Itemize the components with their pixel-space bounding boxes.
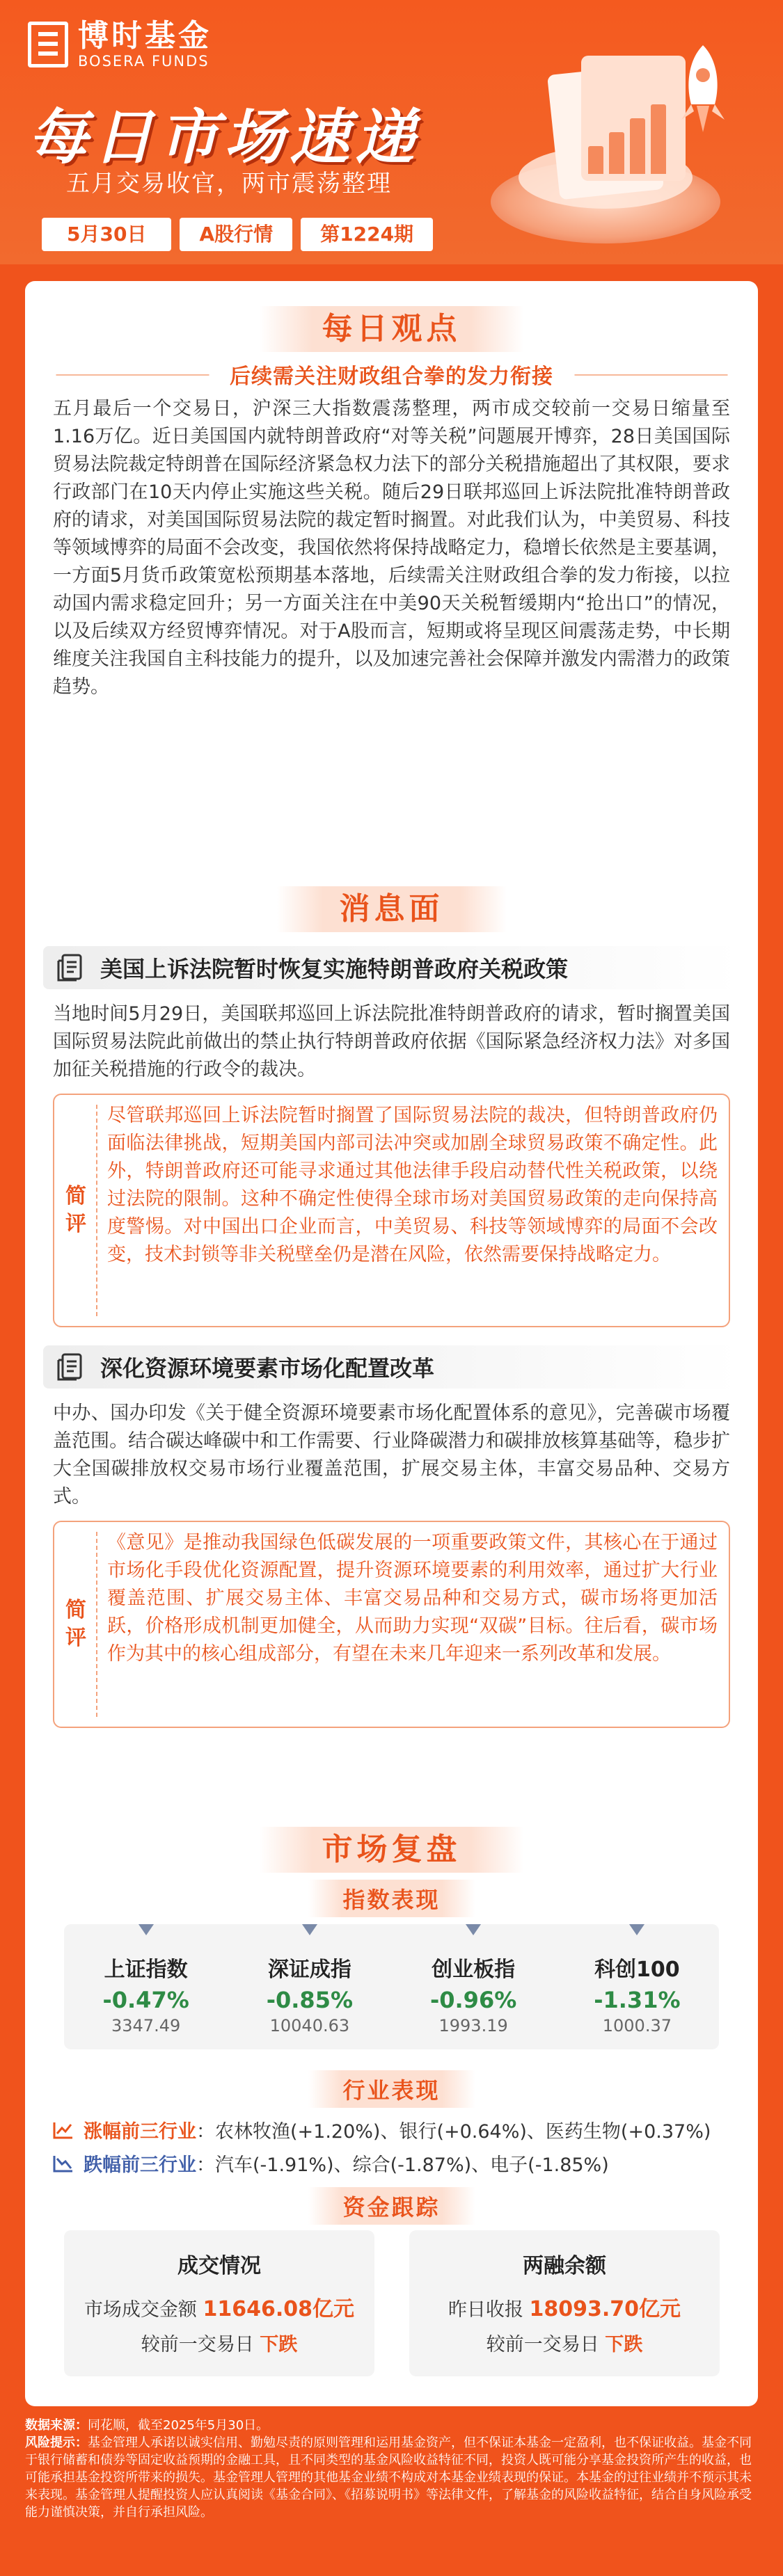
top-down-sectors: 跌幅前三行业 ：汽车(-1.91%)、综合(-1.87%)、电子(-1.85%) <box>53 2150 609 2177</box>
trend-down-icon <box>53 2154 74 2173</box>
index-panel <box>64 1924 719 2049</box>
news-section-title: 消息面 <box>277 886 507 932</box>
header-banner <box>0 0 783 264</box>
news-item-2-comment <box>53 1521 730 1728</box>
page-title: 每日市场速递 <box>28 103 420 173</box>
down-triangle-icon <box>629 1924 644 1935</box>
margin-balance-card: 两融余额 昨日收报 18093.70亿元 较前一交易日 下跌 <box>409 2230 720 2376</box>
brand-logo <box>28 19 212 70</box>
rocket-chart-illustration-icon <box>463 42 755 250</box>
turnover-card: 成交情况 市场成交金额 11646.08亿元 较前一交易日 下跌 <box>64 2230 374 2376</box>
down-triangle-icon <box>302 1924 317 1935</box>
top-up-sectors: 涨幅前三行业 ：农林牧渔(+1.20%)、银行(+0.64%)、医药生物(+0.37%) <box>53 2116 711 2143</box>
footer-disclaimer <box>25 2417 758 2521</box>
risk-warning: 风险提示：基金管理人承诺以诚实信用、勤勉尽责的原则管理和运用基金资产，但不保证本基金一定盈利，也不保证收益。基金不同于银行储蓄和债券等固定收益预期的金融工具，且不同类型的基金风险收益特征不同，投资人既可能分享基金投资所产生的收益，也可能承担基金投资所带来的损失。基金管理人管理的其他基金业绩不构成对本基金业绩表现的保证。本基金的过往业绩并不预示其未来表现。基金管理人提醒投资人应认真阅读《基金合同》、《招募说明书》等法律文件，了解基金的风险收益特征，结合自身风险承受能力谨慎决策，并自行承担风险。 <box>25 2435 752 2520</box>
issue-badge: 第1224期 <box>301 218 433 251</box>
daily-view-title: 每日观点 <box>260 306 524 352</box>
index-item: 上证指数 -0.47% 3347.49 <box>64 1924 228 2049</box>
down-triangle-icon <box>139 1924 154 1935</box>
news-item-1-comment-text: 尽管联邦巡回上诉法院暂时搁置了国际贸易法院的裁决，但特朗普政府仍面临法律挑战，短期美国内部司法冲突或加剧全球贸易政策不确定性。此外，特朗普政府还可能寻求通过其他法律手段启动替代性关税政策，以绕过法院的限制。这种不确定性使得全球市场对美国贸易政策的走向保持高度警惕。对中国出口企业而言，中美贸易、科技等领域博弈的局面不会改变，技术封锁等非关税壁垒仍是潜在风险，依然需要保持战略定力。 <box>107 1105 718 1265</box>
comment-tag: 简 评 <box>54 1522 97 1727</box>
index-item: 创业板指 -0.96% 1993.19 <box>392 1924 555 2049</box>
news-item-1-headline: 美国上诉法院暂时恢复实施特朗普政府关税政策 <box>100 956 569 982</box>
content-panel <box>25 281 758 2406</box>
index-performance-title: 指数表现 <box>308 1880 475 1917</box>
date-badge: 5月30日 <box>42 218 171 251</box>
page-subtitle: 五月交易收官，两市震荡整理 <box>66 170 392 198</box>
issue-info-bar <box>42 218 433 251</box>
comment-tag: 简 评 <box>54 1095 97 1326</box>
index-item: 深证成指 -0.85% 10040.63 <box>228 1924 391 2049</box>
brand-name-cn: 博时基金 <box>78 18 212 54</box>
news-item-2-body: 中办、国办印发《关于健全资源环境要素市场化配置体系的意见》，完善碳市场覆盖范围。结合碳达峰碳中和工作需要、行业降碳潜力和碳排放核算基础等，稳步扩大全国碳排放权交易市场行业覆盖范围，扩展交易主体，丰富交易品种、交易方式。 <box>53 1402 730 1507</box>
news-item-1-comment <box>53 1094 730 1327</box>
down-triangle-icon <box>466 1924 481 1935</box>
brand-name-en: BOSERA FUNDS <box>78 53 209 70</box>
news-item-1-header <box>43 946 740 989</box>
news-item-1-body: 当地时间5月29日，美国联邦巡回上诉法院批准特朗普政府的请求，暂时搁置美国国际贸易法院此前做出的禁止执行特朗普政府依据《国际紧急经济权力法》对多国加征关税措施的行政令的裁决。 <box>53 1003 730 1080</box>
index-item: 科创100 -1.31% 1000.37 <box>555 1924 719 2049</box>
trend-up-icon <box>53 2121 74 2139</box>
category-badge: A股行情 <box>180 218 292 251</box>
daily-view-subtitle: 后续需关注财政组合拳的发力衔接 <box>209 359 574 390</box>
document-icon <box>56 1352 86 1382</box>
logo-icon <box>28 22 68 67</box>
news-item-2-comment-text: 《意见》是推动我国绿色低碳发展的一项重要政策文件，其核心在于通过市场化手段优化资源配置，提升资源环境要素的利用效率，通过扩大行业覆盖范围、扩展交易主体、丰富交易品种和交易方式，碳市场将更加活跃，价格形成机制更加健全，从而助力实现“双碳”目标。往后看，碳市场作为其中的核心组成部分，有望在未来几年迎来一系列改革和发展。 <box>107 1532 718 1665</box>
market-section-title: 市场复盘 <box>260 1827 524 1873</box>
news-item-2-headline: 深化资源环境要素市场化配置改革 <box>100 1355 435 1382</box>
daily-view-body: 五月最后一个交易日，沪深三大指数震荡整理，两市成交较前一交易日缩量至1.16万亿。近日美国国内就特朗普政府“对等关税”问题展开博弈，28日美国国际贸易法院裁定特朗普在国际经济紧急权力法下的部分关税措施超出了其权限，要求行政部门在10天内停止实施这些关税。随后29日联邦巡回上诉法院批准特朗普政府的请求，对美国国际贸易法院的裁定暂时搁置。对此我们认为，中美贸易、科技等领域博弈的局面不会改变，我国依然将保持战略定力，稳增长依然是主要基调，一方面5月货币政策宽松预期基本落地，后续需关注财政组合拳的发力衔接，以拉动国内需求稳定回升；另一方面关注在中美90天关税暂缓期内“抢出口”的情况，以及后续双方经贸博弈情况。对于A股而言，短期或将呈现区间震荡走势，中长期维度关注我国自主科技能力的提升，以及加速完善社会保障并激发内需潜力的政策趋势。 <box>53 398 730 698</box>
sector-performance-title: 行业表现 <box>308 2070 475 2108</box>
fund-tracking-title: 资金跟踪 <box>308 2187 475 2225</box>
document-icon <box>56 952 86 983</box>
news-item-2-header <box>43 1345 740 1389</box>
data-source: 数据来源：同花顺，截至2025年5月30日。 <box>25 2418 269 2433</box>
